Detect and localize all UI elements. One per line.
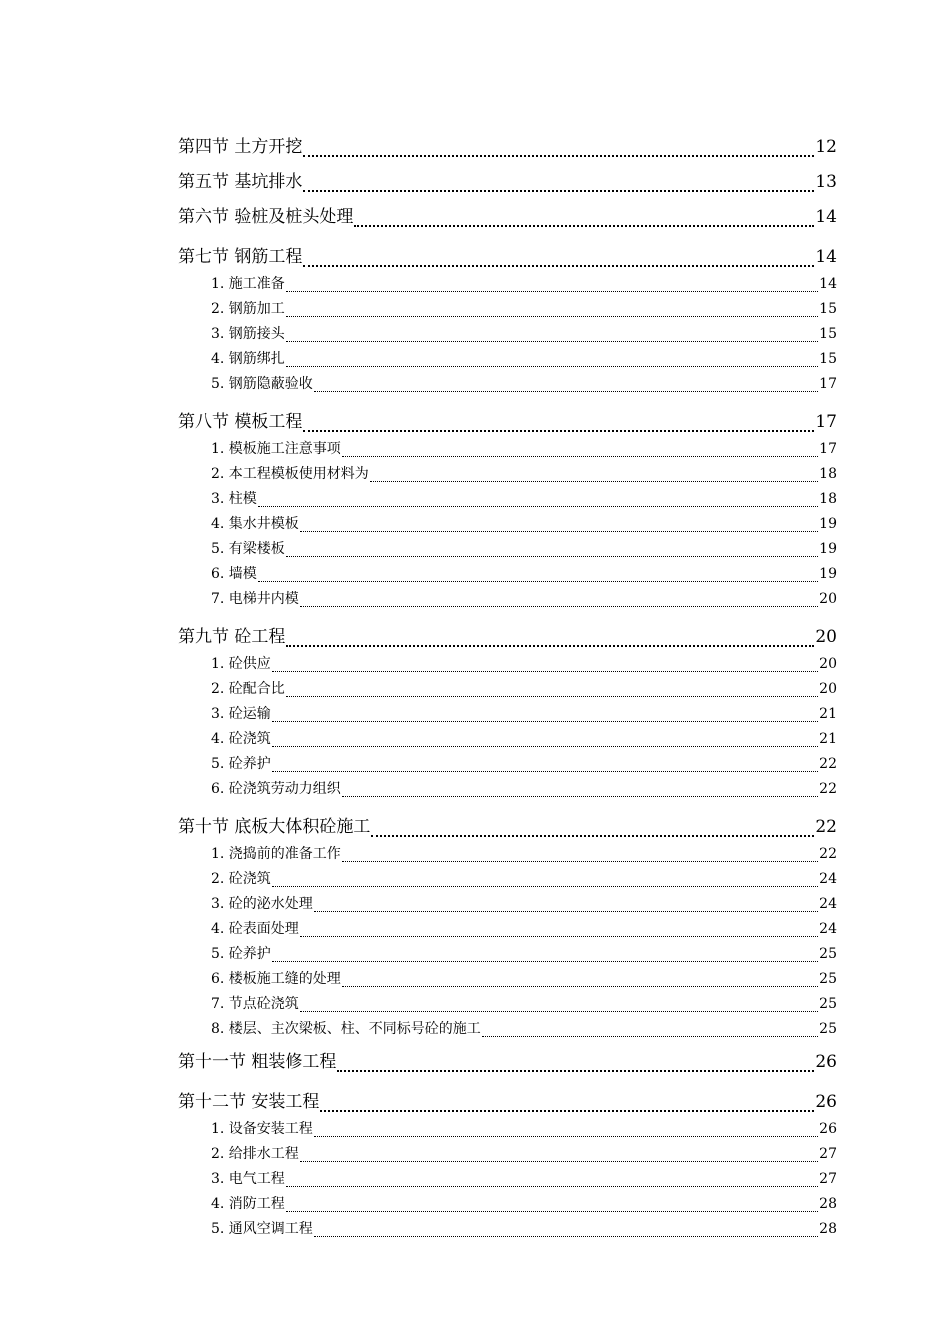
toc-entry-title: 5. 通风空调工程 bbox=[211, 1221, 313, 1237]
toc-entry-title: 6. 楼板施工缝的处理 bbox=[211, 971, 341, 987]
dot-leader bbox=[320, 1093, 814, 1112]
toc-entry-page-number: 14 bbox=[815, 207, 837, 227]
toc-entry-page-number: 22 bbox=[819, 781, 837, 797]
toc-section-entry[interactable] bbox=[178, 229, 837, 269]
dot-leader bbox=[303, 173, 814, 192]
toc-section-entry[interactable] bbox=[178, 194, 837, 229]
toc-entry-title: 1. 设备安装工程 bbox=[211, 1121, 313, 1137]
toc-entry-page-number: 26 bbox=[815, 1052, 837, 1072]
dot-leader bbox=[300, 517, 818, 532]
toc-subsection-entry[interactable] bbox=[178, 864, 837, 889]
toc-subsection-entry[interactable] bbox=[178, 269, 837, 294]
toc-entry-title: 2. 砼浇筑 bbox=[211, 871, 271, 887]
toc-entry-page-number: 19 bbox=[819, 516, 837, 532]
toc-entry-title: 8. 楼层、主次梁板、柱、不同标号砼的施工 bbox=[211, 1021, 481, 1037]
dot-leader bbox=[300, 592, 818, 607]
toc-entry-page-number: 19 bbox=[819, 566, 837, 582]
toc-entry-page-number: 26 bbox=[815, 1092, 837, 1112]
dot-leader bbox=[300, 1147, 818, 1162]
toc-entry-page-number: 20 bbox=[819, 591, 837, 607]
dot-leader bbox=[258, 567, 818, 582]
toc-entry-title: 2. 给排水工程 bbox=[211, 1146, 299, 1162]
toc-entry-page-number: 21 bbox=[819, 706, 837, 722]
toc-subsection-entry[interactable] bbox=[178, 534, 837, 559]
toc-entry-page-number: 24 bbox=[819, 896, 837, 912]
toc-subsection-entry[interactable] bbox=[178, 294, 837, 319]
toc-entry-title: 7. 节点砼浇筑 bbox=[211, 996, 299, 1012]
dot-leader bbox=[286, 277, 818, 292]
toc-entry-page-number: 15 bbox=[819, 326, 837, 342]
toc-entry-page-number: 22 bbox=[815, 817, 837, 837]
dot-leader bbox=[272, 757, 818, 772]
toc-subsection-entry[interactable] bbox=[178, 1189, 837, 1214]
dot-leader bbox=[258, 492, 818, 507]
dot-leader bbox=[272, 947, 818, 962]
toc-entry-title: 1. 砼供应 bbox=[211, 656, 271, 672]
toc-entry-title: 4. 钢筋绑扎 bbox=[211, 351, 285, 367]
toc-entry-title: 第十节 底板大体积砼施工 bbox=[178, 817, 371, 837]
toc-subsection-entry[interactable] bbox=[178, 889, 837, 914]
toc-subsection-entry[interactable] bbox=[178, 509, 837, 534]
toc-subsection-entry[interactable] bbox=[178, 484, 837, 509]
toc-subsection-entry[interactable] bbox=[178, 724, 837, 749]
dot-leader bbox=[314, 897, 818, 912]
toc-subsection-entry[interactable] bbox=[178, 749, 837, 774]
toc-entry-title: 1. 施工准备 bbox=[211, 276, 285, 292]
dot-leader bbox=[300, 997, 818, 1012]
dot-leader bbox=[286, 327, 818, 342]
dot-leader bbox=[337, 1053, 814, 1072]
toc-subsection-entry[interactable] bbox=[178, 914, 837, 939]
toc-entry-page-number: 25 bbox=[819, 971, 837, 987]
toc-entry-title: 3. 砼的泌水处理 bbox=[211, 896, 313, 912]
toc-subsection-entry[interactable] bbox=[178, 434, 837, 459]
toc-entry-page-number: 20 bbox=[819, 681, 837, 697]
dot-leader bbox=[314, 1222, 818, 1237]
toc-entry-title: 2. 砼配合比 bbox=[211, 681, 285, 697]
toc-entry-title: 3. 钢筋接头 bbox=[211, 326, 285, 342]
toc-entry-title: 5. 有梁楼板 bbox=[211, 541, 285, 557]
dot-leader bbox=[303, 413, 814, 432]
toc-entry-page-number: 22 bbox=[819, 756, 837, 772]
toc-entry-title: 4. 砼浇筑 bbox=[211, 731, 271, 747]
dot-leader bbox=[342, 972, 818, 987]
toc-subsection-entry[interactable] bbox=[178, 649, 837, 674]
toc-entry-title: 1. 浇捣前的准备工作 bbox=[211, 846, 341, 862]
toc-subsection-entry[interactable] bbox=[178, 1114, 837, 1139]
toc-section-entry[interactable] bbox=[178, 124, 837, 159]
toc-entry-title: 4. 消防工程 bbox=[211, 1196, 285, 1212]
toc-entry-page-number: 14 bbox=[819, 276, 837, 292]
toc-entry-title: 7. 电梯井内模 bbox=[211, 591, 299, 607]
dot-leader bbox=[272, 707, 818, 722]
dot-leader bbox=[300, 922, 818, 937]
toc-section-entry[interactable] bbox=[178, 1039, 837, 1074]
toc-entry-page-number: 28 bbox=[819, 1221, 837, 1237]
toc-subsection-entry[interactable] bbox=[178, 699, 837, 724]
toc-section-entry[interactable] bbox=[178, 159, 837, 194]
toc-subsection-entry[interactable] bbox=[178, 1014, 837, 1039]
dot-leader bbox=[354, 208, 814, 227]
dot-leader bbox=[314, 1122, 818, 1137]
dot-leader bbox=[314, 377, 818, 392]
toc-entry-page-number: 26 bbox=[819, 1121, 837, 1137]
toc-subsection-entry[interactable] bbox=[178, 584, 837, 609]
dot-leader bbox=[342, 847, 818, 862]
toc-entry-page-number: 20 bbox=[815, 627, 837, 647]
toc-subsection-entry[interactable] bbox=[178, 369, 837, 394]
toc-entry-page-number: 25 bbox=[819, 1021, 837, 1037]
toc-subsection-entry[interactable] bbox=[178, 939, 837, 964]
toc-subsection-entry[interactable] bbox=[178, 459, 837, 484]
dot-leader bbox=[342, 442, 818, 457]
toc-subsection-entry[interactable] bbox=[178, 1164, 837, 1189]
dot-leader bbox=[272, 872, 818, 887]
toc-entry-page-number: 28 bbox=[819, 1196, 837, 1212]
toc-entry-page-number: 24 bbox=[819, 871, 837, 887]
toc-entry-title: 6. 墙模 bbox=[211, 566, 257, 582]
toc-entry-page-number: 18 bbox=[819, 466, 837, 482]
table-of-contents bbox=[178, 124, 837, 1239]
toc-entry-title: 第八节 模板工程 bbox=[178, 412, 303, 432]
toc-entry-title: 2. 钢筋加工 bbox=[211, 301, 285, 317]
dot-leader bbox=[286, 1197, 818, 1212]
toc-entry-title: 3. 砼运输 bbox=[211, 706, 271, 722]
dot-leader bbox=[286, 352, 818, 367]
toc-section-entry[interactable] bbox=[178, 1074, 837, 1114]
toc-subsection-entry[interactable] bbox=[178, 1139, 837, 1164]
toc-entry-page-number: 12 bbox=[815, 137, 837, 157]
dot-leader bbox=[286, 542, 818, 557]
toc-subsection-entry[interactable] bbox=[178, 319, 837, 344]
dot-leader bbox=[342, 782, 818, 797]
toc-entry-title: 5. 砼养护 bbox=[211, 946, 271, 962]
dot-leader bbox=[303, 248, 814, 267]
dot-leader bbox=[286, 682, 818, 697]
toc-entry-page-number: 27 bbox=[819, 1171, 837, 1187]
toc-section-entry[interactable] bbox=[178, 394, 837, 434]
toc-entry-page-number: 15 bbox=[819, 351, 837, 367]
toc-entry-title: 第六节 验桩及桩头处理 bbox=[178, 207, 354, 227]
toc-entry-page-number: 15 bbox=[819, 301, 837, 317]
toc-subsection-entry[interactable] bbox=[178, 1214, 837, 1239]
toc-entry-page-number: 25 bbox=[819, 996, 837, 1012]
dot-leader bbox=[286, 1172, 818, 1187]
toc-entry-title: 4. 砼表面处理 bbox=[211, 921, 299, 937]
toc-entry-page-number: 21 bbox=[819, 731, 837, 747]
toc-entry-title: 第七节 钢筋工程 bbox=[178, 247, 303, 267]
toc-entry-page-number: 19 bbox=[819, 541, 837, 557]
toc-entry-page-number: 24 bbox=[819, 921, 837, 937]
toc-entry-page-number: 22 bbox=[819, 846, 837, 862]
toc-entry-title: 第九节 砼工程 bbox=[178, 627, 286, 647]
toc-subsection-entry[interactable] bbox=[178, 344, 837, 369]
toc-entry-page-number: 27 bbox=[819, 1146, 837, 1162]
toc-entry-title: 1. 模板施工注意事项 bbox=[211, 441, 341, 457]
toc-entry-page-number: 25 bbox=[819, 946, 837, 962]
toc-entry-page-number: 17 bbox=[815, 412, 837, 432]
toc-entry-page-number: 18 bbox=[819, 491, 837, 507]
toc-subsection-entry[interactable] bbox=[178, 774, 837, 799]
toc-entry-title: 第五节 基坑排水 bbox=[178, 172, 303, 192]
toc-entry-title: 6. 砼浇筑劳动力组织 bbox=[211, 781, 341, 797]
dot-leader bbox=[482, 1022, 818, 1037]
toc-entry-title: 2. 本工程模板使用材料为 bbox=[211, 466, 369, 482]
toc-entry-page-number: 17 bbox=[819, 441, 837, 457]
dot-leader bbox=[371, 818, 814, 837]
toc-entry-title: 第四节 土方开挖 bbox=[178, 137, 303, 157]
toc-subsection-entry[interactable] bbox=[178, 989, 837, 1014]
toc-entry-title: 第十二节 安装工程 bbox=[178, 1092, 320, 1112]
dot-leader bbox=[272, 732, 818, 747]
toc-entry-page-number: 13 bbox=[815, 172, 837, 192]
toc-section-entry[interactable] bbox=[178, 609, 837, 649]
dot-leader bbox=[272, 657, 818, 672]
toc-subsection-entry[interactable] bbox=[178, 964, 837, 989]
toc-section-entry[interactable] bbox=[178, 799, 837, 839]
toc-entry-title: 3. 电气工程 bbox=[211, 1171, 285, 1187]
toc-subsection-entry[interactable] bbox=[178, 839, 837, 864]
dot-leader bbox=[303, 138, 814, 157]
dot-leader bbox=[286, 302, 818, 317]
toc-entry-title: 3. 柱模 bbox=[211, 491, 257, 507]
toc-entry-page-number: 17 bbox=[819, 376, 837, 392]
toc-entry-title: 5. 钢筋隐蔽验收 bbox=[211, 376, 313, 392]
toc-entry-page-number: 20 bbox=[819, 656, 837, 672]
toc-entry-title: 4. 集水井模板 bbox=[211, 516, 299, 532]
dot-leader bbox=[370, 467, 818, 482]
toc-subsection-entry[interactable] bbox=[178, 674, 837, 699]
toc-subsection-entry[interactable] bbox=[178, 559, 837, 584]
toc-entry-title: 第十一节 粗装修工程 bbox=[178, 1052, 337, 1072]
toc-entry-page-number: 14 bbox=[815, 247, 837, 267]
dot-leader bbox=[286, 628, 814, 647]
toc-entry-title: 5. 砼养护 bbox=[211, 756, 271, 772]
